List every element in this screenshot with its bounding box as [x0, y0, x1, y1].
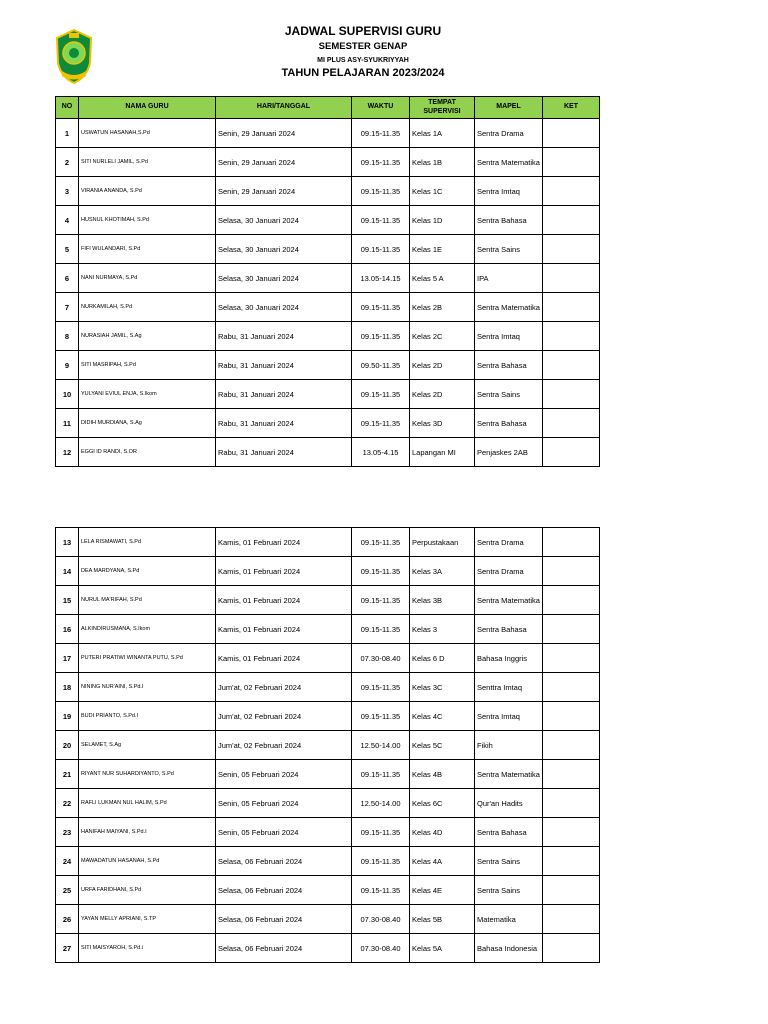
remarks	[543, 438, 600, 467]
row-number: 11	[56, 409, 79, 438]
table-row	[56, 322, 600, 351]
time-slot: 09.15-11.35	[352, 235, 410, 264]
day-date: Kamis, 01 Februari 2024	[216, 557, 352, 586]
day-date: Jum'at, 02 Februari 2024	[216, 731, 352, 760]
teacher-name: BUDI PRIANTO, S.Pd.I	[79, 702, 216, 731]
column-header: KET	[543, 97, 600, 119]
teacher-name: PUTERI PRATIWI WINANTA PUTU, S.Pd	[79, 644, 216, 673]
teacher-name: SITI NURLELI JAMIL, S.Pd	[79, 148, 216, 177]
remarks	[543, 818, 600, 847]
day-date: Rabu, 31 Januari 2024	[216, 351, 352, 380]
day-date: Jum'at, 02 Februari 2024	[216, 673, 352, 702]
time-slot: 09.15-11.35	[352, 876, 410, 905]
teacher-name: DIDIH MURDIANA, S.Ag	[79, 409, 216, 438]
supervision-place: Kelas 2D	[410, 351, 475, 380]
row-number: 26	[56, 905, 79, 934]
table-row	[56, 876, 600, 905]
column-header: HARI/TANGGAL	[216, 97, 352, 119]
subject: Sentra Bahasa	[475, 409, 543, 438]
time-slot: 09.15-11.35	[352, 615, 410, 644]
time-slot: 12.50-14.00	[352, 789, 410, 818]
subject: Penjaskes 2AB	[475, 438, 543, 467]
day-date: Kamis, 01 Februari 2024	[216, 528, 352, 557]
subject: Sentra Imtaq	[475, 322, 543, 351]
teacher-name: URFA FARIDHANI, S.Pd	[79, 876, 216, 905]
row-number: 8	[56, 322, 79, 351]
day-date: Selasa, 06 Februari 2024	[216, 934, 352, 963]
time-slot: 09.15-11.35	[352, 206, 410, 235]
day-date: Selasa, 30 Januari 2024	[216, 264, 352, 293]
teacher-name: DEA MARDYANA, S.Pd	[79, 557, 216, 586]
time-slot: 09.15-11.35	[352, 557, 410, 586]
table-row	[56, 119, 600, 148]
document-header	[200, 25, 526, 82]
row-number: 10	[56, 380, 79, 409]
time-slot: 09.15-11.35	[352, 380, 410, 409]
subject: IPA	[475, 264, 543, 293]
supervision-place: Kelas 3B	[410, 586, 475, 615]
supervision-place: Kelas 1C	[410, 177, 475, 206]
row-number: 13	[56, 528, 79, 557]
row-number: 14	[56, 557, 79, 586]
day-date: Senin, 29 Januari 2024	[216, 177, 352, 206]
table-row	[56, 148, 600, 177]
subject: Senttra Imtaq	[475, 673, 543, 702]
remarks	[543, 934, 600, 963]
subject: Bahasa Inggris	[475, 644, 543, 673]
row-number: 25	[56, 876, 79, 905]
day-date: Senin, 05 Februari 2024	[216, 818, 352, 847]
row-number: 4	[56, 206, 79, 235]
remarks	[543, 148, 600, 177]
schedule-table-part1	[55, 96, 600, 467]
day-date: Rabu, 31 Januari 2024	[216, 380, 352, 409]
document-title: JADWAL SUPERVISI GURU	[284, 24, 442, 38]
teacher-name: HUSNUL KHOTIMAH, S.Pd	[79, 206, 216, 235]
teacher-name: NURASIAH JAMIL, S.Ag	[79, 322, 216, 351]
time-slot: 09.15-11.35	[352, 177, 410, 206]
table-row	[56, 528, 600, 557]
subject: Sentra Bahasa	[475, 206, 543, 235]
row-number: 9	[56, 351, 79, 380]
day-date: Selasa, 06 Februari 2024	[216, 847, 352, 876]
subject: Sentra Sains	[475, 847, 543, 876]
subject: Sentra Imtaq	[475, 177, 543, 206]
remarks	[543, 293, 600, 322]
table-row	[56, 934, 600, 963]
remarks	[543, 351, 600, 380]
remarks	[543, 586, 600, 615]
remarks	[543, 119, 600, 148]
table-row	[56, 818, 600, 847]
table-row	[56, 615, 600, 644]
supervision-place: Kelas 4B	[410, 760, 475, 789]
day-date: Selasa, 30 Januari 2024	[216, 293, 352, 322]
teacher-name: YAYAN MELLY APRIANI, S.TP	[79, 905, 216, 934]
remarks	[543, 702, 600, 731]
table-row	[56, 409, 600, 438]
remarks	[543, 322, 600, 351]
schedule-table-part2	[55, 527, 600, 963]
row-number: 1	[56, 119, 79, 148]
table-header-row	[56, 97, 600, 119]
row-number: 19	[56, 702, 79, 731]
time-slot: 07.30-08.40	[352, 644, 410, 673]
teacher-name: EGGI ID RANDI, S.OR	[79, 438, 216, 467]
table-row	[56, 905, 600, 934]
teacher-name: NANI NURMAYA, S.Pd	[79, 264, 216, 293]
time-slot: 13.05-4.15	[352, 438, 410, 467]
teacher-name: USWATUN HASANAH,S.Pd	[79, 119, 216, 148]
subject: Fikih	[475, 731, 543, 760]
teacher-name: RIYANT NUR SUHARDIYANTO, S.Pd	[79, 760, 216, 789]
teacher-name: NINING NUR'AINI, S.Pd.I	[79, 673, 216, 702]
subject: Sentra Drama	[475, 557, 543, 586]
remarks	[543, 409, 600, 438]
supervision-place: Kelas 3C	[410, 673, 475, 702]
time-slot: 09.15-11.35	[352, 586, 410, 615]
remarks	[543, 235, 600, 264]
day-date: Kamis, 01 Februari 2024	[216, 615, 352, 644]
day-date: Senin, 29 Januari 2024	[216, 119, 352, 148]
row-number: 22	[56, 789, 79, 818]
time-slot: 09.15-11.35	[352, 293, 410, 322]
supervision-place: Kelas 2D	[410, 380, 475, 409]
supervision-place: Kelas 1D	[410, 206, 475, 235]
supervision-place: Kelas 2B	[410, 293, 475, 322]
day-date: Kamis, 01 Februari 2024	[216, 586, 352, 615]
supervision-place: Kelas 3	[410, 615, 475, 644]
row-number: 2	[56, 148, 79, 177]
subject: Qur'an Hadits	[475, 789, 543, 818]
teacher-name: HANIFAH MAIYANI, S.Pd.I	[79, 818, 216, 847]
column-header: TEMPAT SUPERVISI	[410, 97, 475, 119]
subject: Sentra Matematika	[475, 586, 543, 615]
day-date: Senin, 05 Februari 2024	[216, 760, 352, 789]
table-row	[56, 789, 600, 818]
supervision-place: Kelas 4C	[410, 702, 475, 731]
supervision-place: Lapangan MI	[410, 438, 475, 467]
remarks	[543, 760, 600, 789]
day-date: Selasa, 06 Februari 2024	[216, 905, 352, 934]
remarks	[543, 380, 600, 409]
day-date: Selasa, 30 Januari 2024	[216, 235, 352, 264]
semester-label: SEMESTER GENAP	[318, 41, 408, 52]
teacher-name: NURUL MA'RIFAH, S.Pd	[79, 586, 216, 615]
column-header: WAKTU	[352, 97, 410, 119]
day-date: Senin, 29 Januari 2024	[216, 148, 352, 177]
subject: Sentra Drama	[475, 528, 543, 557]
teacher-name: ALKINDIRUSMANA, S.Ikom	[79, 615, 216, 644]
subject: Sentra Sains	[475, 380, 543, 409]
table-row	[56, 760, 600, 789]
supervision-place: Kelas 3D	[410, 409, 475, 438]
remarks	[543, 615, 600, 644]
supervision-place: Perpustakaan	[410, 528, 475, 557]
subject: Sentra Sains	[475, 235, 543, 264]
academic-year: TAHUN PELAJARAN 2023/2024	[281, 67, 445, 79]
time-slot: 09.15-11.35	[352, 847, 410, 876]
remarks	[543, 177, 600, 206]
day-date: Rabu, 31 Januari 2024	[216, 409, 352, 438]
day-date: Senin, 05 Februari 2024	[216, 789, 352, 818]
time-slot: 09.15-11.35	[352, 702, 410, 731]
time-slot: 09.15-11.35	[352, 409, 410, 438]
table-row	[56, 235, 600, 264]
row-number: 17	[56, 644, 79, 673]
subject: Sentra Sains	[475, 876, 543, 905]
supervision-place: Kelas 1A	[410, 119, 475, 148]
remarks	[543, 876, 600, 905]
column-header: NO	[56, 97, 79, 119]
subject: Matematika	[475, 905, 543, 934]
supervision-place: Kelas 2C	[410, 322, 475, 351]
supervision-place: Kelas 5C	[410, 731, 475, 760]
column-header: MAPEL	[475, 97, 543, 119]
supervision-place: Kelas 1B	[410, 148, 475, 177]
row-number: 6	[56, 264, 79, 293]
row-number: 18	[56, 673, 79, 702]
subject: Sentra Matematika	[475, 293, 543, 322]
time-slot: 09.15-11.35	[352, 148, 410, 177]
table-row	[56, 264, 600, 293]
remarks	[543, 673, 600, 702]
teacher-name: MAWADATUN HASANAH, S.Pd	[79, 847, 216, 876]
supervision-place: Kelas 4D	[410, 818, 475, 847]
row-number: 5	[56, 235, 79, 264]
row-number: 3	[56, 177, 79, 206]
teacher-name: YULYANI EVIUL ENJA, S.Ikom	[79, 380, 216, 409]
table-row	[56, 380, 600, 409]
subject: Sentra Matematika	[475, 760, 543, 789]
teacher-name: SITI MAISYAROH, S.Pd.i	[79, 934, 216, 963]
time-slot: 07.30-08.40	[352, 934, 410, 963]
teacher-name: FIFI WULANDARI, S.Pd	[79, 235, 216, 264]
time-slot: 09.15-11.35	[352, 119, 410, 148]
remarks	[543, 731, 600, 760]
teacher-name: RAFLI LUKMAN NUL HALIM, S.Pd	[79, 789, 216, 818]
remarks	[543, 528, 600, 557]
table-row	[56, 586, 600, 615]
teacher-name: SELAMET, S.Ag	[79, 731, 216, 760]
time-slot: 09.50-11.35	[352, 351, 410, 380]
table-row	[56, 177, 600, 206]
table-row	[56, 293, 600, 322]
remarks	[543, 557, 600, 586]
supervision-place: Kelas 6 D	[410, 644, 475, 673]
remarks	[543, 644, 600, 673]
supervision-place: Kelas 6C	[410, 789, 475, 818]
subject: Sentra Imtaq	[475, 702, 543, 731]
table-row	[56, 644, 600, 673]
supervision-place: Kelas 3A	[410, 557, 475, 586]
row-number: 12	[56, 438, 79, 467]
subject: Sentra Drama	[475, 119, 543, 148]
subject: Sentra Bahasa	[475, 818, 543, 847]
remarks	[543, 789, 600, 818]
remarks	[543, 206, 600, 235]
table-row	[56, 351, 600, 380]
time-slot: 09.15-11.35	[352, 673, 410, 702]
supervision-place: Kelas 1E	[410, 235, 475, 264]
row-number: 20	[56, 731, 79, 760]
time-slot: 09.15-11.35	[352, 760, 410, 789]
remarks	[543, 905, 600, 934]
row-number: 7	[56, 293, 79, 322]
row-number: 23	[56, 818, 79, 847]
row-number: 21	[56, 760, 79, 789]
time-slot: 09.15-11.35	[352, 818, 410, 847]
time-slot: 07.30-08.40	[352, 905, 410, 934]
subject: Sentra Bahasa	[475, 615, 543, 644]
row-number: 24	[56, 847, 79, 876]
table-row	[56, 557, 600, 586]
teacher-name: VIRANIA ANANDA, S.Pd	[79, 177, 216, 206]
teacher-name: NURKAMILAH, S.Pd	[79, 293, 216, 322]
table-row	[56, 206, 600, 235]
day-date: Selasa, 30 Januari 2024	[216, 206, 352, 235]
supervision-place: Kelas 5 A	[410, 264, 475, 293]
table-row	[56, 673, 600, 702]
teacher-name: SITI MASRIPAH, S.Pd	[79, 351, 216, 380]
remarks	[543, 847, 600, 876]
supervision-place: Kelas 5B	[410, 905, 475, 934]
day-date: Kamis, 01 Februari 2024	[216, 644, 352, 673]
school-name: MI PLUS ASY-SYUKRIYYAH	[317, 57, 409, 64]
column-header: NAMA GURU	[79, 97, 216, 119]
day-date: Selasa, 06 Februari 2024	[216, 876, 352, 905]
table-row	[56, 438, 600, 467]
time-slot: 12.50-14.00	[352, 731, 410, 760]
teacher-name: LELA RISMAWATI, S.Pd	[79, 528, 216, 557]
subject: Sentra Matematika	[475, 148, 543, 177]
supervision-place: Kelas 4E	[410, 876, 475, 905]
subject: Sentra Bahasa	[475, 351, 543, 380]
row-number: 15	[56, 586, 79, 615]
time-slot: 09.15-11.35	[352, 528, 410, 557]
day-date: Jum'at, 02 Februari 2024	[216, 702, 352, 731]
day-date: Rabu, 31 Januari 2024	[216, 438, 352, 467]
table-row	[56, 847, 600, 876]
row-number: 16	[56, 615, 79, 644]
remarks	[543, 264, 600, 293]
table-row	[56, 731, 600, 760]
row-number: 27	[56, 934, 79, 963]
day-date: Rabu, 31 Januari 2024	[216, 322, 352, 351]
time-slot: 13.05-14.15	[352, 264, 410, 293]
school-emblem-icon	[54, 27, 94, 85]
subject: Bahasa Indonesia	[475, 934, 543, 963]
supervision-place: Kelas 4A	[410, 847, 475, 876]
supervision-place: Kelas 5A	[410, 934, 475, 963]
table-row	[56, 702, 600, 731]
time-slot: 09.15-11.35	[352, 322, 410, 351]
